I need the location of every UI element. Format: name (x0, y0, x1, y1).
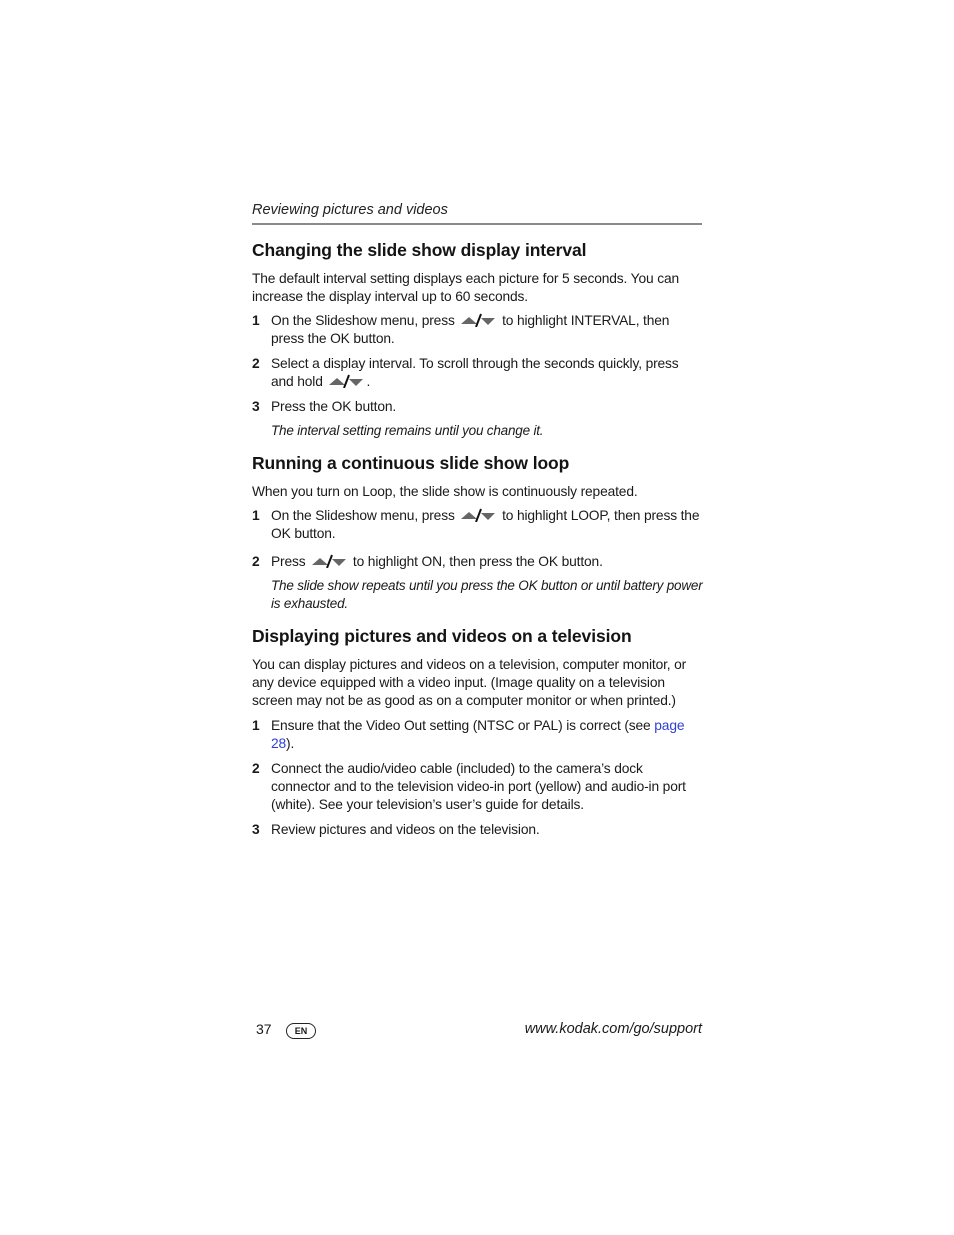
step-number: 2 (252, 356, 260, 371)
step-note: The interval setting remains until you change it. (271, 423, 544, 438)
step-text: Ensure that the Video Out setting (NTSC or PAL) is correct (see page 28). (271, 718, 685, 751)
step-number: 1 (252, 508, 260, 523)
up-down-arrows-icon (328, 374, 364, 388)
step-item (252, 507, 704, 543)
step-text: Review pictures and videos on the television. (271, 822, 540, 837)
step-text: Connect the audio/video cable (included) to the camera’s dock connector and to the television video-in port (yellow) and audio-in port (white). See your television’s user’s guide for details. (271, 761, 686, 812)
up-down-arrows-icon (460, 508, 496, 522)
step-number: 3 (252, 399, 260, 414)
page-link[interactable]: page 28 (271, 718, 685, 751)
header-rule (252, 223, 702, 225)
page-footer (256, 1021, 702, 1043)
step-number: 1 (252, 313, 260, 328)
step-item (252, 553, 704, 571)
section-heading: Displaying pictures and videos on a television (252, 626, 632, 646)
section-intro: You can display pictures and videos on a television, computer monitor, or any device equipped with a video input. (Image quality on a television screen may not be as good as on a computer monitor or when printed.) (252, 657, 687, 708)
step-note: The slide show repeats until you press the OK button or until battery power is exhausted. (271, 578, 703, 611)
language-badge: EN (286, 1023, 316, 1039)
section-slide-loop (252, 453, 704, 613)
step-item (252, 717, 704, 753)
step-text: Press to highlight ON, then press the OK button. (271, 554, 603, 569)
support-url[interactable]: www.kodak.com/go/support (524, 1021, 702, 1037)
section-heading: Running a continuous slide show loop (252, 453, 570, 473)
step-text: On the Slideshow menu, press to highlight INTERVAL, then press the OK button. (271, 313, 670, 346)
step-item (252, 760, 704, 814)
step-number: 2 (252, 554, 260, 569)
up-down-arrows-icon (460, 313, 496, 327)
step-item (252, 398, 704, 416)
section-slide-interval (252, 240, 704, 440)
section-television (252, 626, 704, 839)
step-number: 1 (252, 718, 260, 733)
running-header: Reviewing pictures and videos (252, 202, 448, 218)
up-down-arrows-icon (311, 554, 347, 568)
step-text: Press the OK button. (271, 399, 397, 414)
page-number: 37 (256, 1021, 272, 1037)
step-text: Select a display interval. To scroll through the seconds quickly, press and hold . (271, 356, 679, 389)
step-item (252, 355, 704, 391)
section-heading: Changing the slide show display interval (252, 240, 587, 260)
section-intro: When you turn on Loop, the slide show is continuously repeated. (252, 484, 638, 499)
step-item (252, 312, 704, 348)
step-text: On the Slideshow menu, press to highlight LOOP, then press the OK button. (271, 508, 700, 541)
step-item (252, 821, 704, 839)
step-number: 2 (252, 761, 260, 776)
section-intro: The default interval setting displays each picture for 5 seconds. You can increase the display interval up to 60 seconds. (252, 271, 679, 304)
page-content (252, 240, 704, 852)
step-number: 3 (252, 822, 260, 837)
